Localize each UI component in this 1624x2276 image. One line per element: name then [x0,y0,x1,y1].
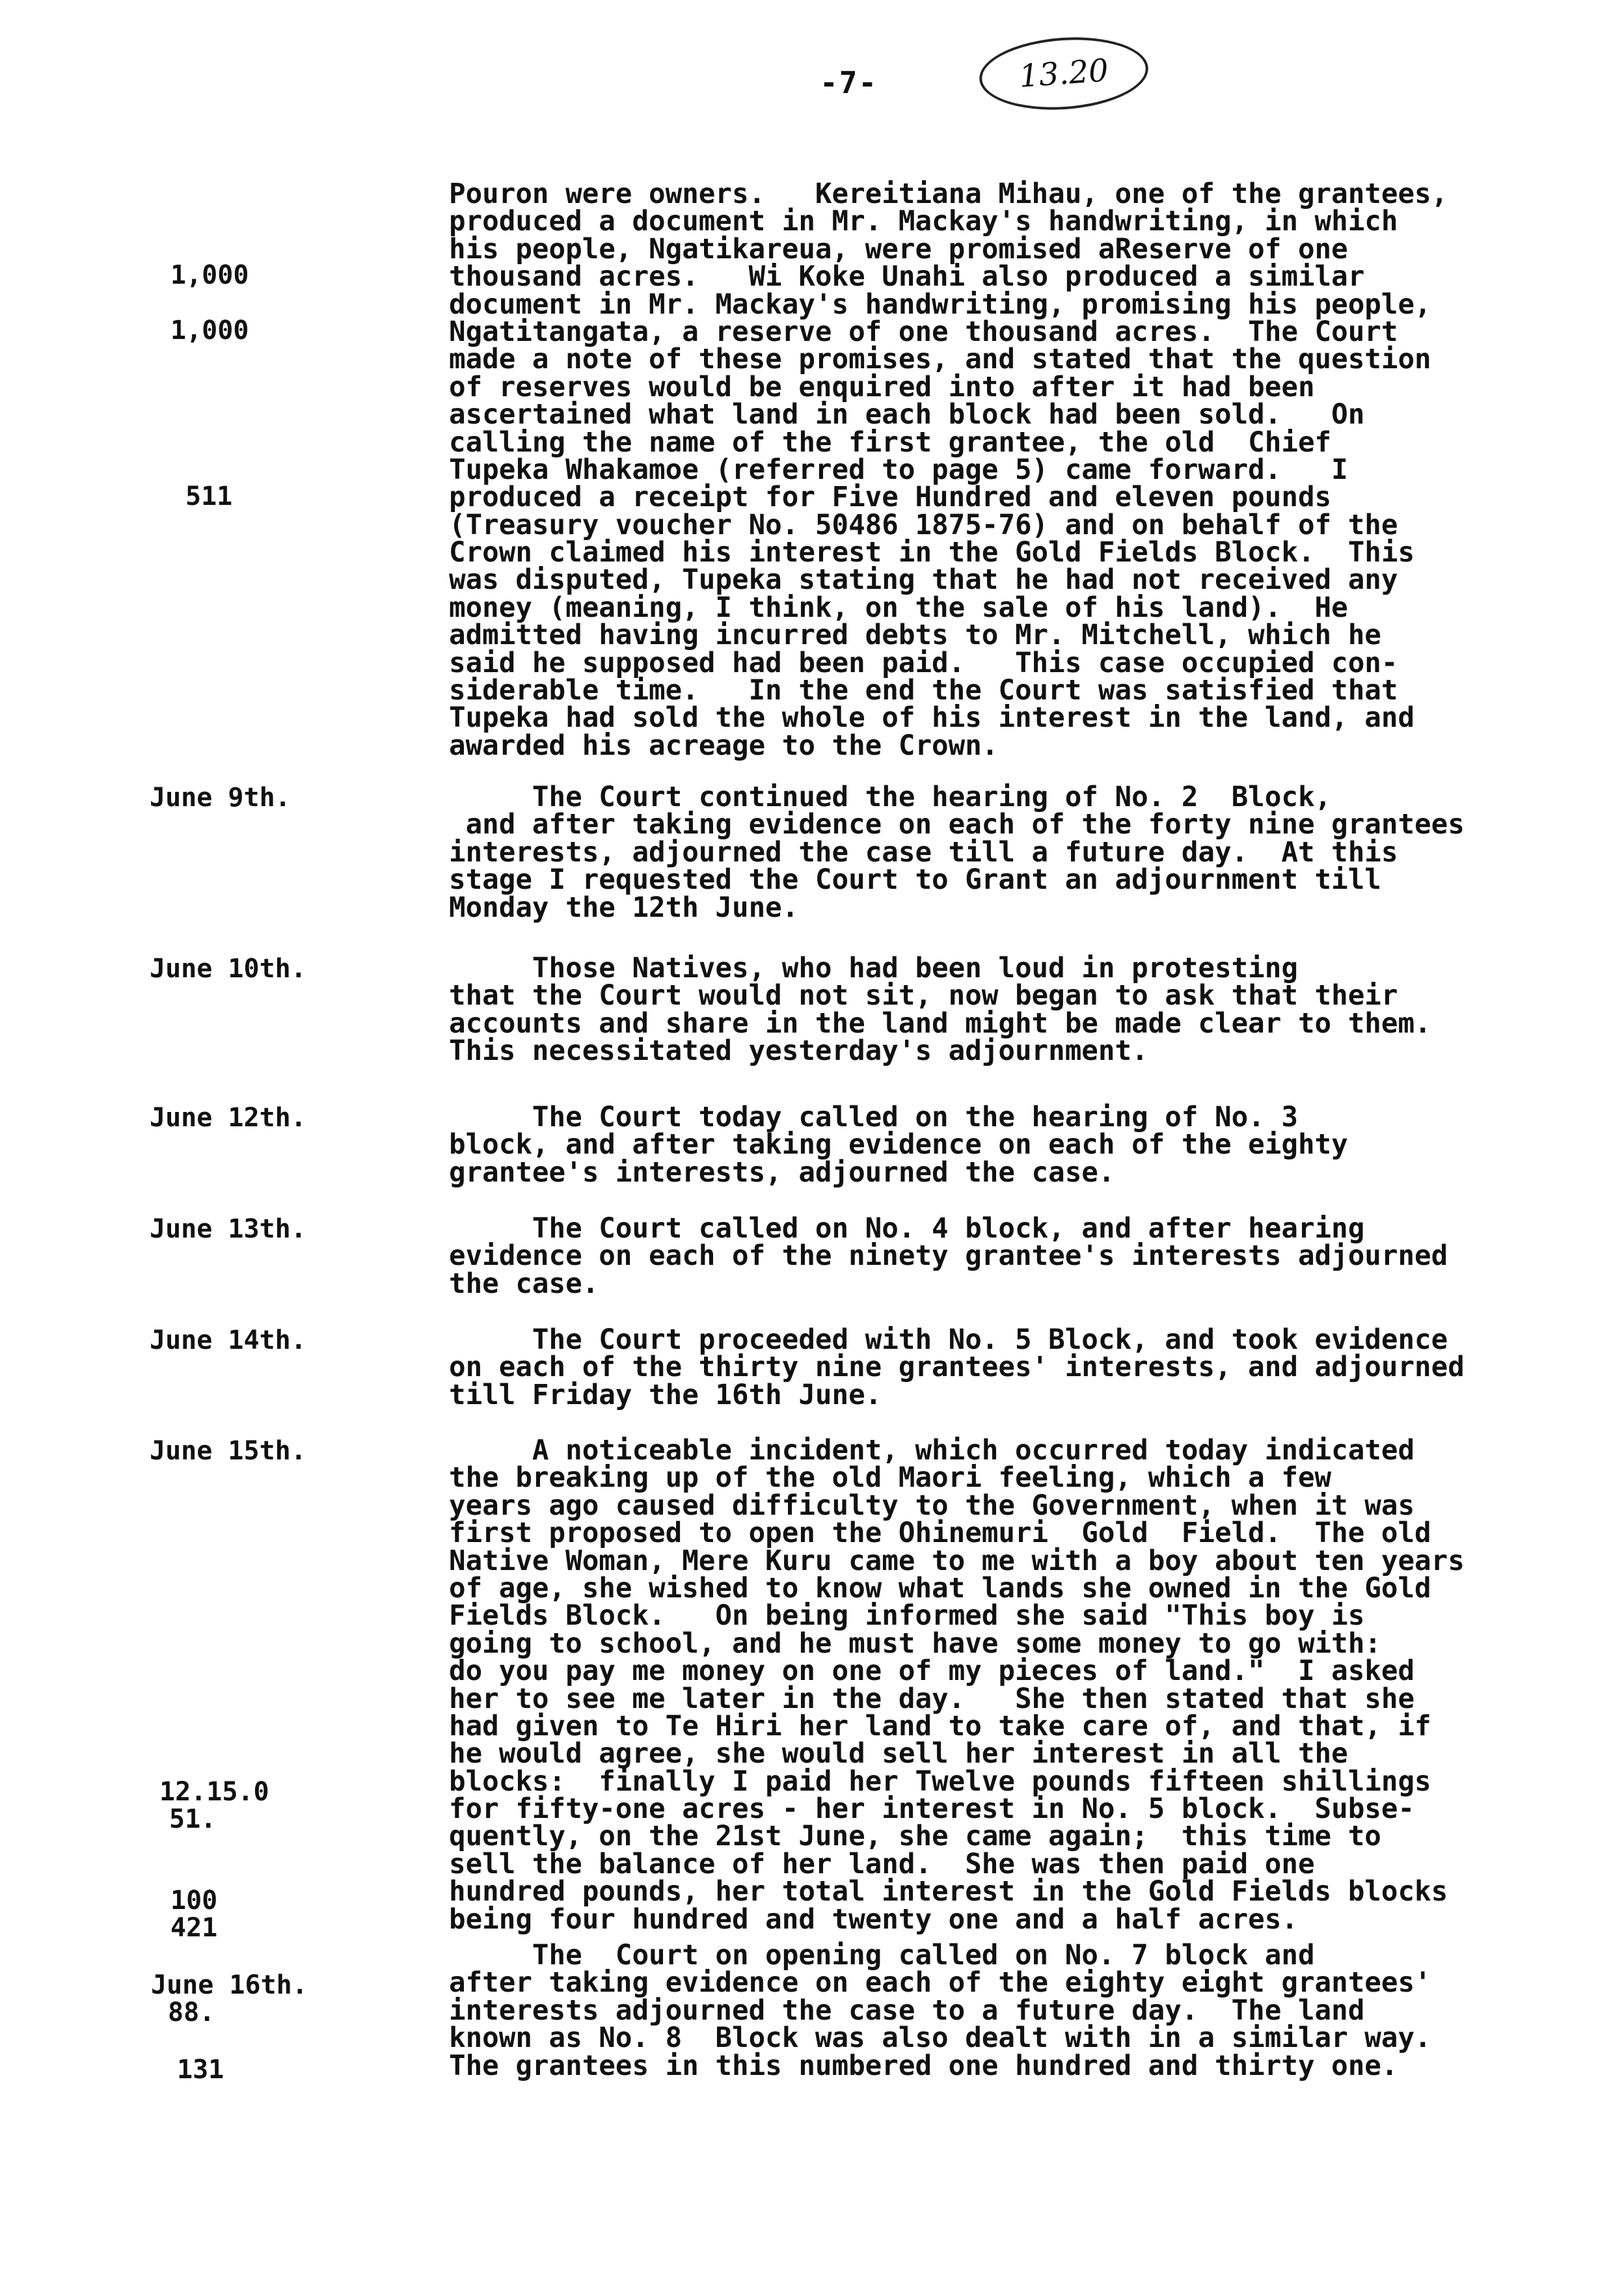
text-line: The Court today called on the hearing of No. 3 [449,1102,1298,1133]
margin-date-june-16: June 16th. [151,1970,308,2000]
text-line: going to school, and he must have some money to go with: [449,1627,1381,1660]
text-line: accounts and share in the land might be made clear to them. [449,1007,1431,1040]
text-line: hundred pounds, her total interest in the Gold Fields blocks [449,1876,1448,1908]
paragraph-june-10 [449,955,1516,1066]
text-line: do you pay me money on one of my pieces of land." I asked [449,1655,1415,1688]
text-line: produced a receipt for Five Hundred and eleven pounds [449,481,1332,514]
text-line: evidence on each of the ninety grantee's interests adjourned [449,1240,1448,1273]
text-line: produced a document in Mr. Mackay's handwriting, in which [449,206,1398,238]
text-line: Ngatitangata, a reserve of one thousand acres. The Court [449,316,1398,348]
margin-date-june-9: June 9th. [150,783,291,813]
text-line: Those Natives, who had been loud in protesting [449,953,1298,984]
text-line: stage I requested the Court to Grant an adjournment till [449,864,1381,897]
text-line: ascertained what land in each block had been sold. On [449,399,1365,431]
text-line: of age, she wished to know what lands she owned in the Gold [449,1572,1431,1605]
text-line: Tupeka had sold the whole of his interest in the land, and [449,702,1415,735]
text-line: The Court proceeded with No. 5 Block, and took evidence [449,1324,1448,1356]
text-line: first proposed to open the Ohinemuri Gold Field. The old [449,1517,1431,1550]
margin-date-june-15: June 15th. [150,1436,306,1466]
margin-date-june-14: June 14th. [150,1325,306,1355]
text-line: This necessitated yesterday's adjournment. [449,1035,1148,1068]
text-line: said he supposed had been paid. This case occupied con- [449,647,1398,679]
text-line: The grantees in this numbered one hundred and thirty one. [449,2050,1398,2082]
margin-acres-421: 421 [170,1913,218,1943]
text-line: Fields Block. On being informed she said "This boy is [449,1600,1365,1632]
text-line: was disputed, Tupeka stating that he had not received any [449,564,1398,597]
text-line: interests, adjourned the case till a future day. At this [449,836,1398,869]
paragraph-june-15 [449,1437,1516,1934]
paragraph-june-16 [449,1942,1516,2080]
text-line: Native Woman, Mere Kuru came to me with a boy about ten years [449,1545,1465,1577]
text-line: awarded his acreage to the Crown. [449,729,999,762]
text-line: admitted having incurred debts to Mr. Mitchell, which he [449,619,1381,652]
text-line: her to see me later in the day. She then stated that she [449,1683,1415,1715]
text-line: quently, on the 21st June, she came again; this time to [449,1821,1381,1853]
text-line: thousand acres. Wi Koke Unahi also produced a similar [449,261,1365,293]
text-line: had given to Te Hiri her land to take care of, and that, if [449,1710,1431,1742]
margin-amount-12-15-0: 12.15.0 [159,1777,269,1807]
text-line: that the Court would not sit, now began to ask that their [449,980,1398,1012]
text-line: Tupeka Whakamoe (referred to page 5) came forward. I [449,454,1348,486]
text-line: siderable time. In the end the Court was satisfied that [449,675,1398,707]
handwritten-reference [977,32,1150,115]
text-line: and after taking evidence on each of the forty nine grantees [449,809,1465,841]
text-line: made a note of these promises, and stated that the question [449,344,1431,376]
margin-date-june-12: June 12th. [150,1103,306,1133]
text-line: The Court continued the hearing of No. 2 Block, [449,781,1332,813]
text-line: being four hundred and twenty one and a half acres. [449,1903,1298,1936]
margin-note-511: 511 [185,481,233,511]
text-line: A noticeable incident, which occurred today indicated [449,1435,1415,1467]
text-line: calling the name of the first grantee, the old Chief [449,426,1332,459]
text-line: the case. [449,1267,599,1300]
text-line: block, and after taking evidence on each of the eighty [449,1129,1348,1161]
text-line: till Friday the 16th June. [449,1379,882,1411]
text-line: years ago caused difficulty to the Government, when it was [449,1489,1415,1522]
text-line: (Treasury voucher No. 50486 1875-76) and on behalf of the [449,509,1398,541]
text-line: for fifty-one acres - her interest in No. 5 block. Subse- [449,1793,1415,1826]
text-line: Monday the 12th June. [449,891,799,924]
paragraph-june-12 [449,1104,1516,1187]
text-line: interests adjourned the case to a future day. The land [449,1994,1365,2027]
margin-note-131: 131 [177,2055,224,2085]
text-line: of reserves would be enquired into after it had been [449,371,1315,403]
text-line: Pouron were owners. Kereitiana Mihau, one of the grantees, [449,178,1448,210]
text-line: after taking evidence on each of the eighty eight grantees' [449,1967,1431,1999]
margin-note-1000b: 1,000 [170,316,249,345]
margin-date-june-13: June 13th. [150,1214,306,1244]
text-line: his people, Ngatikareua, were promised aReserve of one [449,233,1348,265]
margin-note-1000a: 1,000 [170,260,249,290]
page-number: -7- [820,65,878,100]
text-line: money (meaning, I think, on the sale of his land). He [449,591,1348,624]
text-line: grantee's interests, adjourned the case. [449,1156,1115,1189]
text-line: he would agree, she would sell her interest in all the [449,1738,1348,1770]
text-line: The Court called on No. 4 block, and after hearing [449,1213,1365,1245]
text-line: on each of the thirty nine grantees' interests, and adjourned [449,1351,1465,1384]
margin-amount-100: 100 [170,1886,218,1916]
text-line: The Court on opening called on No. 7 block and [449,1940,1315,1971]
margin-note-88: 88. [168,1998,215,2027]
margin-acres-51: 51. [169,1804,217,1834]
handwritten-reference-text: 13.20 [1018,52,1110,95]
paragraph-june-9 [449,781,1516,924]
text-line: Crown claimed his interest in the Gold Fields Block. This [449,537,1415,569]
paragraph-june-14 [449,1324,1516,1411]
text-line: document in Mr. Mackay's handwriting, promising his people, [449,288,1431,321]
paragraph-1 [449,178,1516,762]
text-line: blocks: finally I paid her Twelve pounds fifteen shillings [449,1765,1431,1798]
text-line: known as No. 8 Block was also dealt with in a similar way. [449,2022,1431,2055]
margin-date-june-10: June 10th. [150,954,306,984]
text-line: the breaking up of the old Maori feeling, which a few [449,1462,1332,1495]
text-line: sell the balance of her land. She was then paid one [449,1848,1315,1880]
paragraph-june-13 [449,1215,1516,1298]
